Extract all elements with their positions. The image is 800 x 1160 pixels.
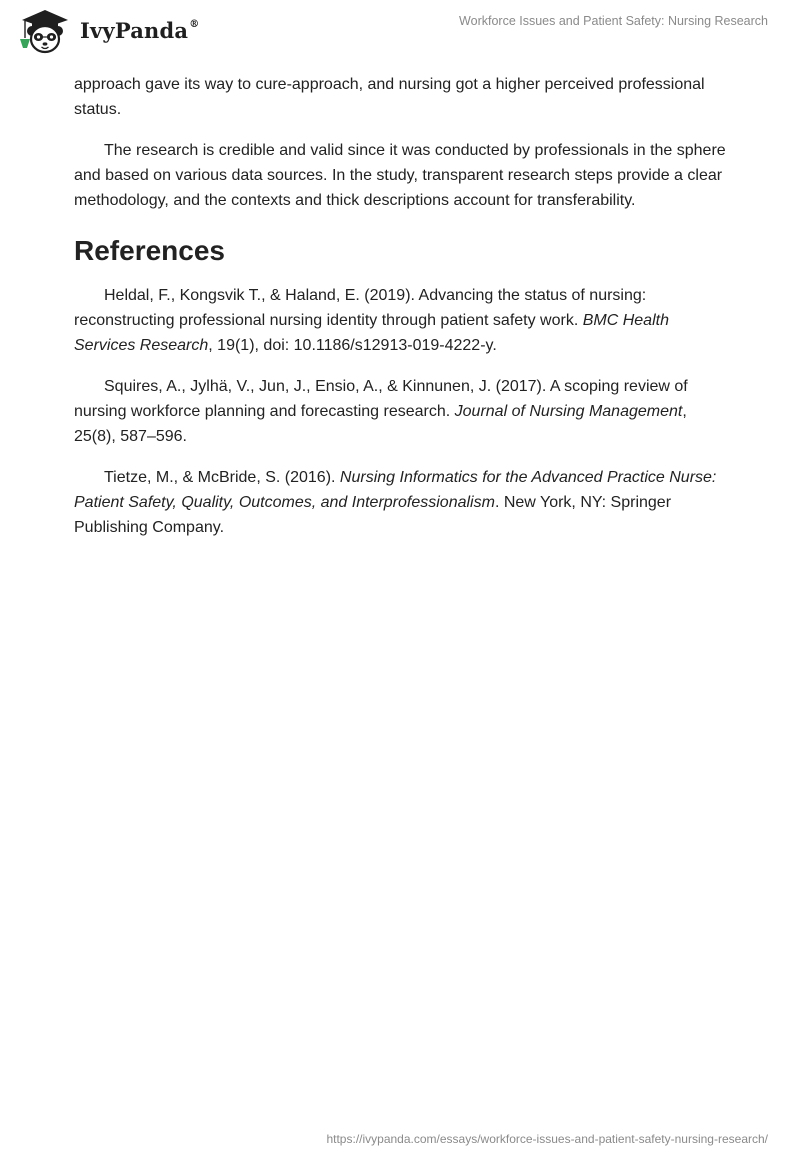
reference-item: Squires, A., Jylhä, V., Jun, J., Ensio, A., & Kinnunen, J. (2017). A scoping review of nursing workforce planning and forecasting research. Journal of Nursing Management, 25(8), 587–596. [74, 378, 688, 445]
registered-mark: ® [189, 18, 200, 30]
body-paragraph-continued: approach gave its way to cure-approach, and nursing got a higher perceived professional status. [74, 76, 705, 118]
document-title: Workforce Issues and Patient Safety: Nursing Research [459, 14, 768, 28]
panda-graduate-logo-icon [16, 8, 74, 54]
reference-item: Heldal, F., Kongsvik T., & Haland, E. (2019). Advancing the status of nursing: reconstructing professional nursing identity through patient safety work. BMC Health Services Research, 19(1), doi: 10.1186/s12913-019-4222-y. [74, 287, 669, 354]
document-body [74, 72, 730, 556]
references-heading: References [74, 235, 225, 266]
source-url-link[interactable]: https://ivypanda.com/essays/workforce-issues-and-patient-safety-nursing-research/ [326, 1132, 768, 1146]
ivypanda-logo[interactable] [16, 8, 199, 54]
brand-name: IvyPanda® [80, 17, 200, 43]
reference-source-title: Journal of Nursing Management [454, 403, 683, 420]
reference-item: Tietze, M., & McBride, S. (2016). Nursing Informatics for the Advanced Practice Nurse: Patient Safety, Quality, Outcomes, and Interprofessionalism. New York, NY: Springer Publishing Company. [74, 469, 717, 536]
reference-source-title: Nursing Informatics for the Advanced Practice Nurse: Patient Safety, Quality, Outcomes, and Interprofessionalism [74, 469, 717, 511]
body-paragraph: The research is credible and valid since it was conducted by professionals in the sphere and based on various data sources. In the study, transparent research steps provide a clear methodology, and the contexts and thick descriptions account for transferability. [74, 142, 726, 209]
reference-source-title: BMC Health Services Research [74, 312, 669, 354]
page-header [0, 0, 800, 62]
